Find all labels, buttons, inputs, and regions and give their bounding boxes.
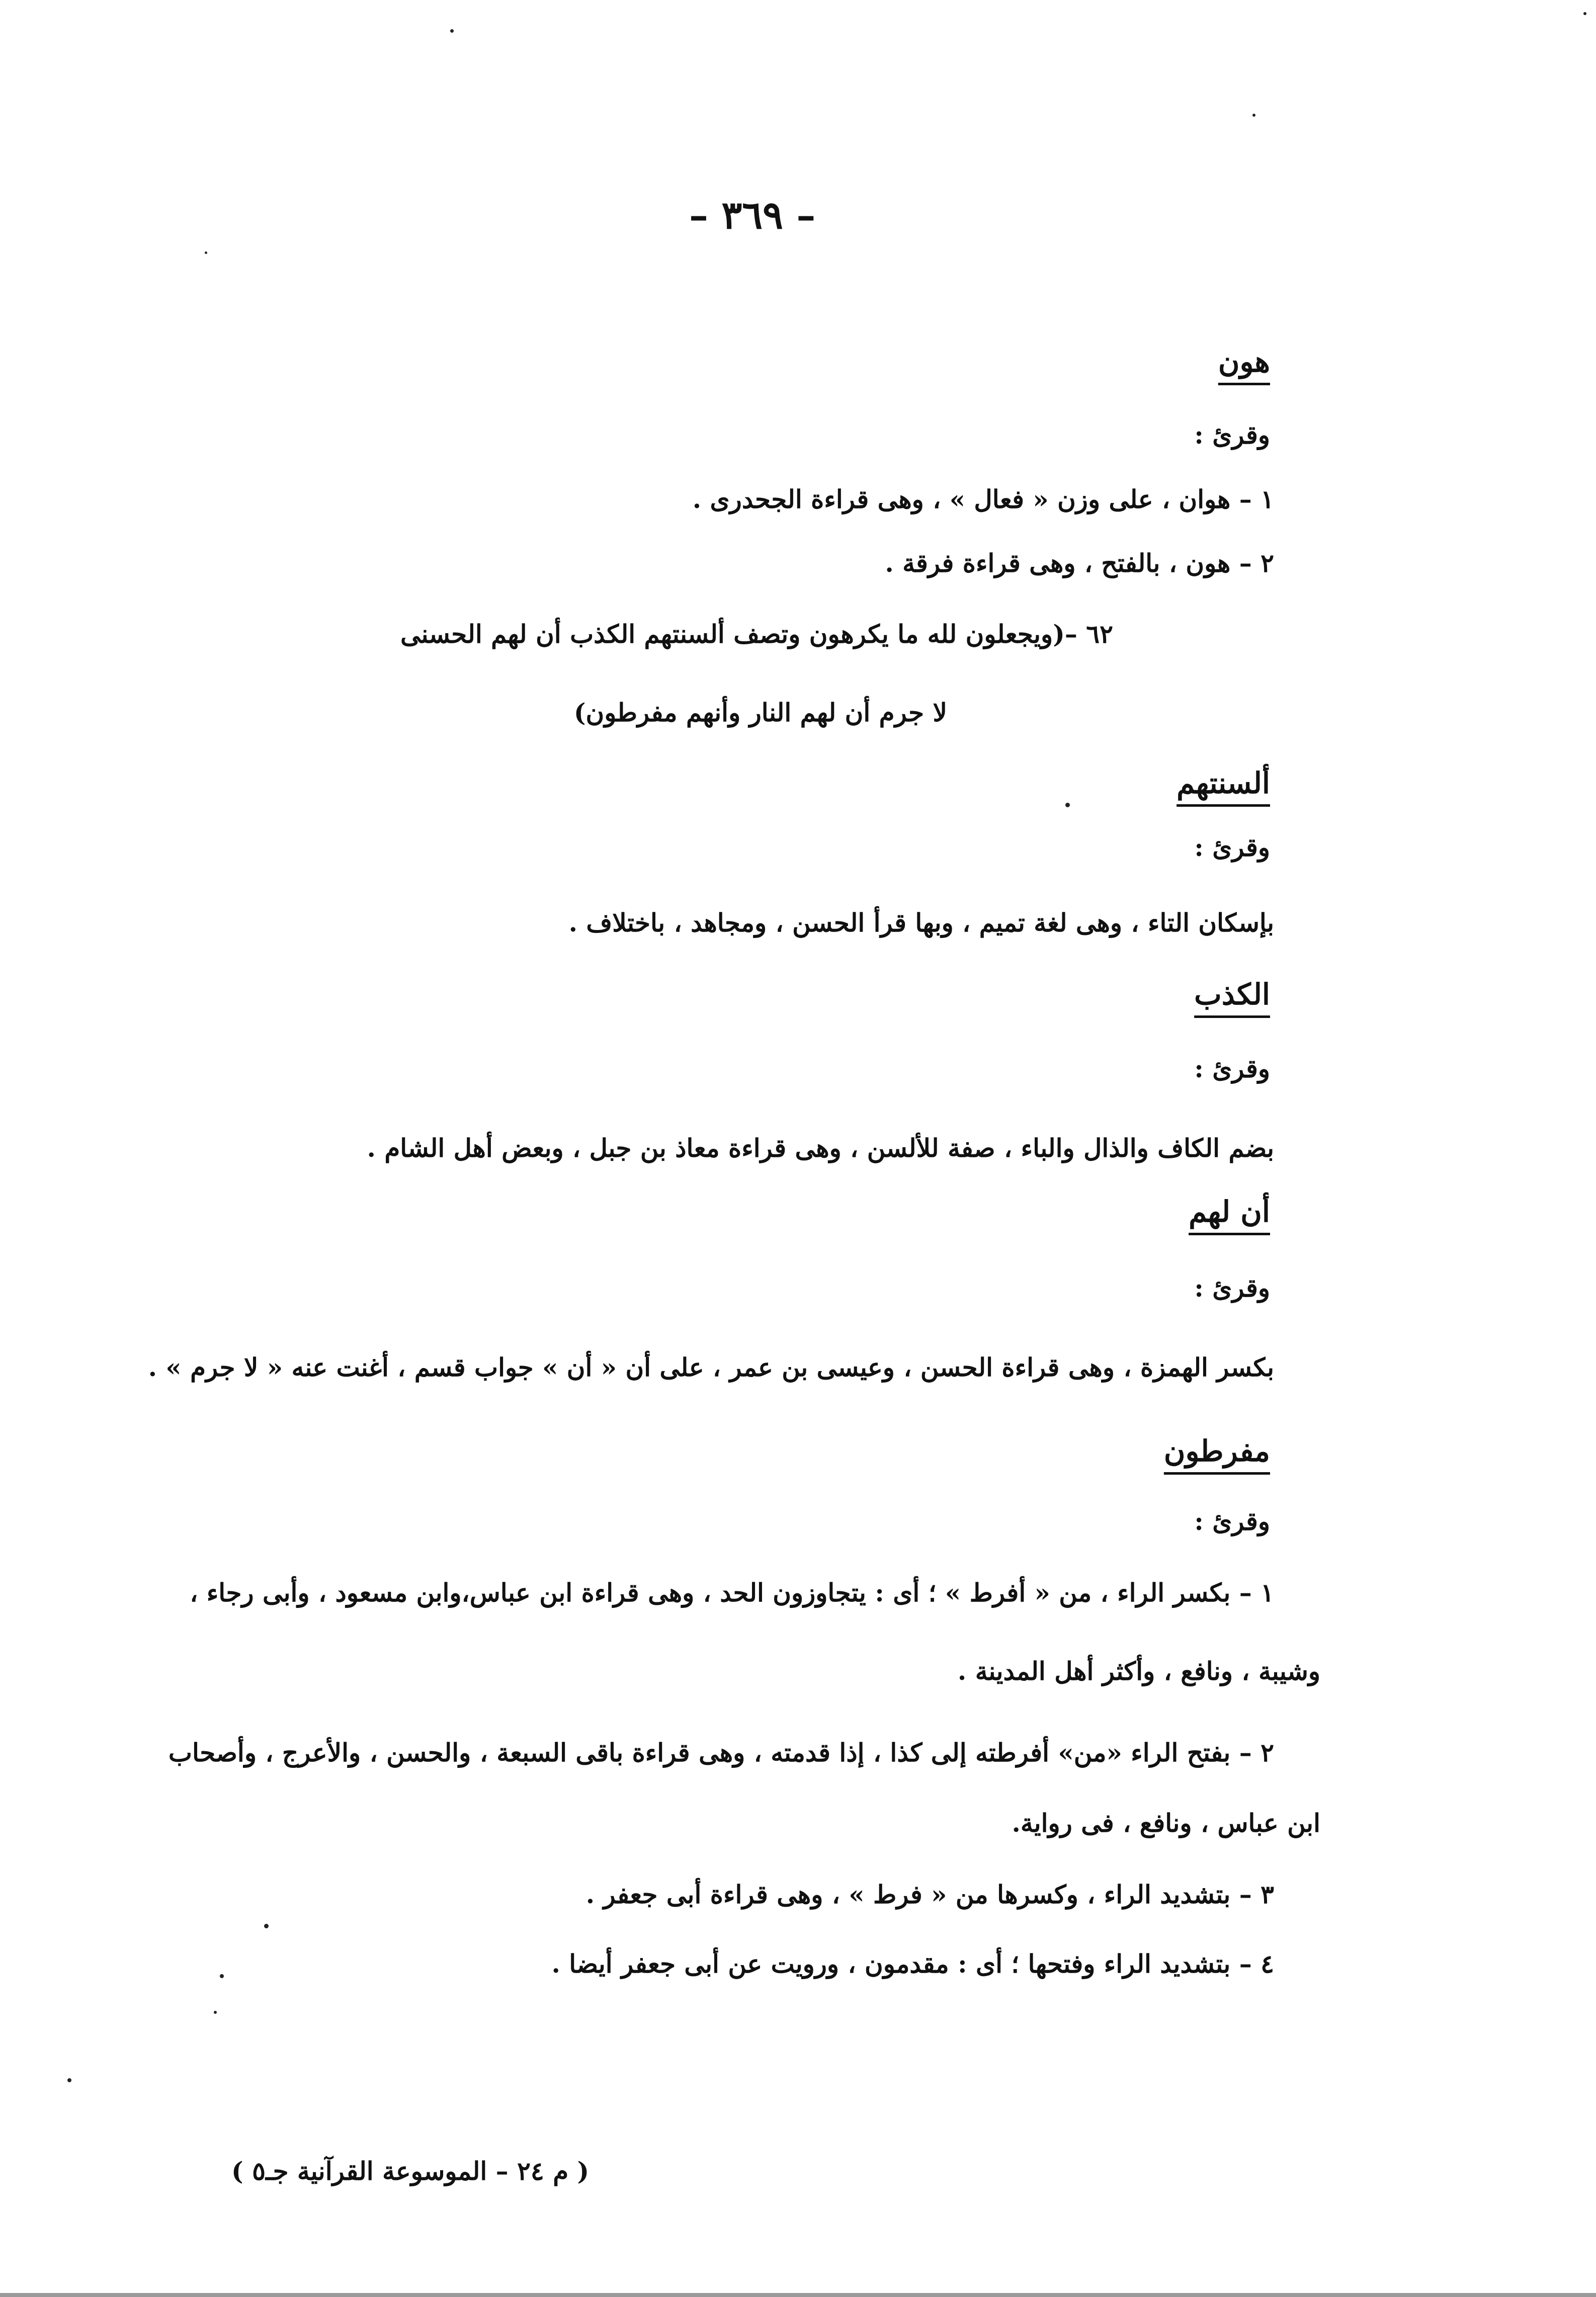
line-quri-4: وقرئ : <box>1194 1273 1270 1303</box>
line-anna-lahum-1: بكسر الهمزة ، وهى قراءة الحسن ، وعيسى بن عمر ، على أن « أن » جواب قسم ، أغنت عنه « لا جرم » . <box>148 1352 1274 1382</box>
scan-speck <box>1252 114 1255 117</box>
scan-speck <box>264 1924 269 1928</box>
heading-alkadhib: الكذب <box>1194 977 1270 1011</box>
line-hawn-1: ١ – هوان ، على وزن « فعال » ، وهى قراءة الجحدرى . <box>692 484 1274 514</box>
scan-speck <box>1583 12 1586 15</box>
line-mufratun-2a: ٢ – بفتح الراء «من» أفرطته إلى كذا ، إذا قدمته ، وهى قراءة باقى السبعة ، والحسن ، والأعرج ، وأصحاب <box>168 1738 1274 1767</box>
scan-speck <box>450 29 454 33</box>
scan-speck <box>214 2011 217 2014</box>
line-quri-5: وقرئ : <box>1194 1506 1270 1536</box>
line-mufratun-4: ٤ – بتشديد الراء وفتحها ؛ أى : مقدمون ، ورويت عن أبى جعفر أيضا . <box>551 1949 1274 1979</box>
scan-speck <box>1065 803 1070 807</box>
scan-speck <box>220 1974 224 1978</box>
scan-bottom-edge <box>0 2293 1596 2297</box>
scan-speck <box>205 251 207 254</box>
heading-mufratun: مفرطون <box>1163 1434 1270 1468</box>
verse-62-line-2: لا جرم أن لهم النار وأنهم مفرطون) <box>573 698 947 727</box>
line-mufratun-1b: وشيبة ، ونافع ، وأكثر أهل المدينة . <box>957 1656 1320 1686</box>
line-quri-2: وقرئ : <box>1194 832 1270 862</box>
page-number: – ٣٦٩ – <box>689 193 816 237</box>
line-alkadhib-1: بضم الكاف والذال والباء ، صفة للألسن ، وهى قراءة معاذ بن جبل ، وبعض أهل الشام . <box>367 1133 1274 1163</box>
page-footer: ( م ٢٤ – الموسوعة القرآنية جـ٥ ) <box>231 2156 590 2186</box>
line-mufratun-2b: ابن عباس ، ونافع ، فى رواية. <box>1012 1808 1320 1838</box>
line-mufratun-1a: ١ – بكسر الراء ، من « أفرط » ؛ أى : يتجاوزون الحد ، وهى قراءة ابن عباس،وابن مسعود ، وأبى رجاء ، <box>190 1578 1274 1607</box>
line-alsinatuhum-1: بإسكان التاء ، وهى لغة تميم ، وبها قرأ الحسن ، ومجاهد ، باختلاف . <box>568 908 1274 938</box>
heading-anna-lahum: أن لهم <box>1189 1195 1270 1229</box>
verse-62-line-1: ٦٢ –(ويجعلون لله ما يكرهون وتصف ألسنتهم الكذب أن لهم الحسنى <box>400 619 1113 649</box>
line-quri-1: وقرئ : <box>1194 420 1270 450</box>
heading-alsinatuhum: ألسنتهم <box>1177 766 1270 800</box>
heading-hawn: هون <box>1218 345 1270 379</box>
line-quri-3: وقرئ : <box>1194 1054 1270 1083</box>
line-hawn-2: ٢ – هون ، بالفتح ، وهى قراءة فرقة . <box>885 548 1274 578</box>
scan-speck <box>67 2078 71 2082</box>
line-mufratun-3: ٣ – بتشديد الراء ، وكسرها من « فرط » ، وهى قراءة أبى جعفر . <box>585 1880 1274 1909</box>
